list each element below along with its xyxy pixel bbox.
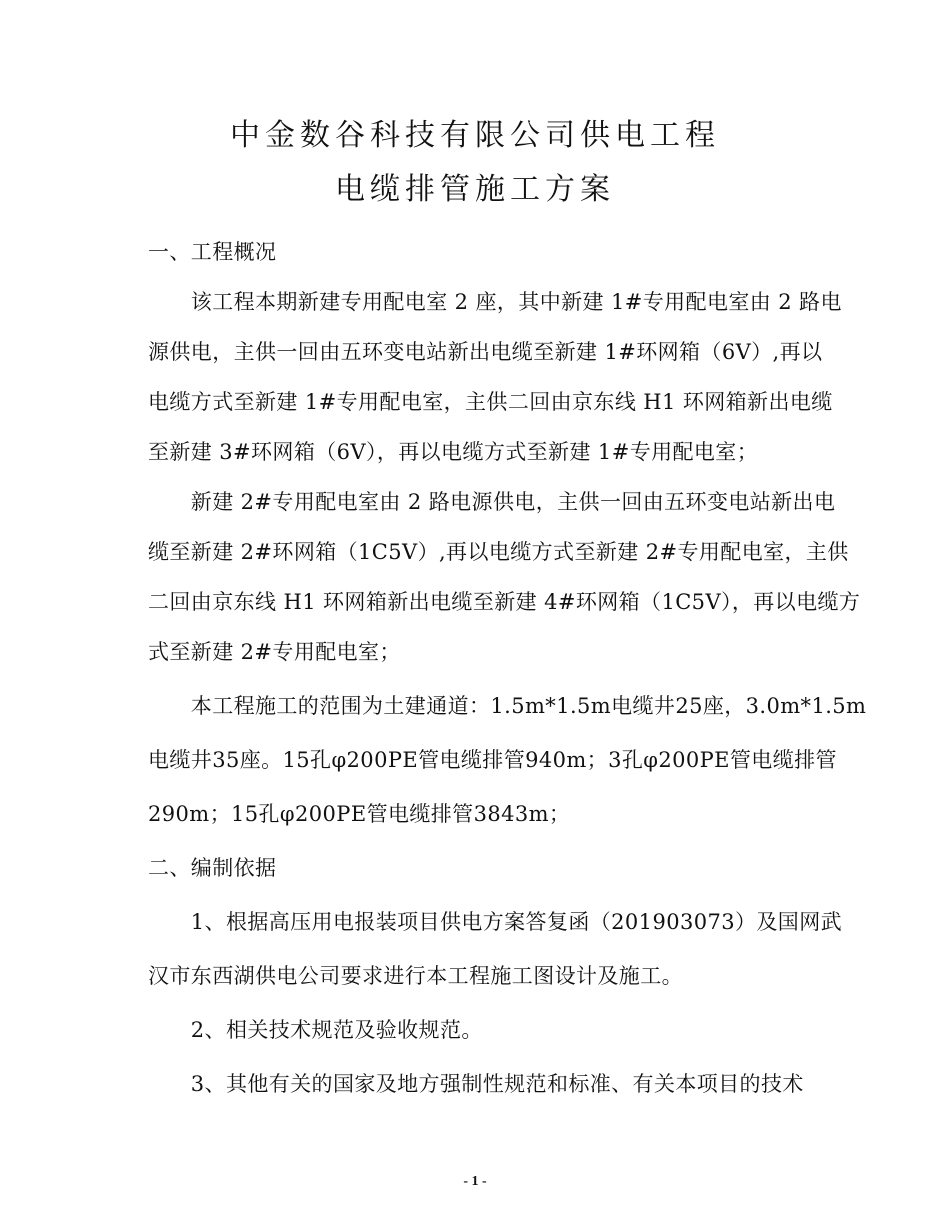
- section-heading: 二、编制依据: [148, 856, 277, 880]
- document-title-line-1: 中金数谷科技有限公司供电工程: [230, 118, 720, 153]
- paragraph-line: 电缆方式至新建 1#专用配电室，主供二回由京东线 H1 环网箱新出电缆: [148, 390, 833, 414]
- paragraph-line: 式至新建 2#专用配电室；: [148, 640, 401, 664]
- paragraph-line: 二回由京东线 H1 环网箱新出电缆至新建 4#环网箱（1C5V），再以电缆方: [148, 590, 861, 614]
- paragraph-line: 2、相关技术规范及验收规范。: [148, 1018, 483, 1042]
- paragraph-line: 该工程本期新建专用配电室 2 座，其中新建 1#专用配电室由 2 路电: [148, 290, 842, 314]
- paragraph-line: 1、根据高压用电报装项目供电方案答复函（201903073）及国网武: [148, 910, 843, 934]
- paragraph-line: 至新建 3#环网箱（6V），再以电缆方式至新建 1#专用配电室；: [148, 440, 759, 464]
- paragraph-line: 本工程施工的范围为土建通道：1.5m*1.5m电缆井25座，3.0m*1.5m: [148, 694, 867, 718]
- section-heading: 一、工程概况: [148, 240, 277, 264]
- paragraph-line: 3、其他有关的国家及地方强制性规范和标准、有关本项目的技术: [148, 1072, 804, 1096]
- paragraph-line: 电缆井35座。15孔φ200PE管电缆排管940m；3孔φ200PE管电缆排管: [148, 748, 837, 772]
- document-title-line-2: 电缆排管施工方案: [335, 172, 615, 207]
- page-number: - 1 -: [463, 1174, 487, 1189]
- paragraph-line: 新建 2#专用配电室由 2 路电源供电，主供一回由五环变电站新出电: [148, 490, 836, 514]
- paragraph-line: 源供电，主供一回由五环变电站新出电缆至新建 1#环网箱（6V）,再以: [148, 340, 823, 364]
- paragraph-line: 缆至新建 2#环网箱（1C5V）,再以电缆方式至新建 2#专用配电室，主供: [148, 540, 849, 564]
- paragraph-line: 汉市东西湖供电公司要求进行本工程施工图设计及施工。: [148, 964, 683, 988]
- paragraph-line: 290m；15孔φ200PE管电缆排管3843m；: [148, 802, 571, 826]
